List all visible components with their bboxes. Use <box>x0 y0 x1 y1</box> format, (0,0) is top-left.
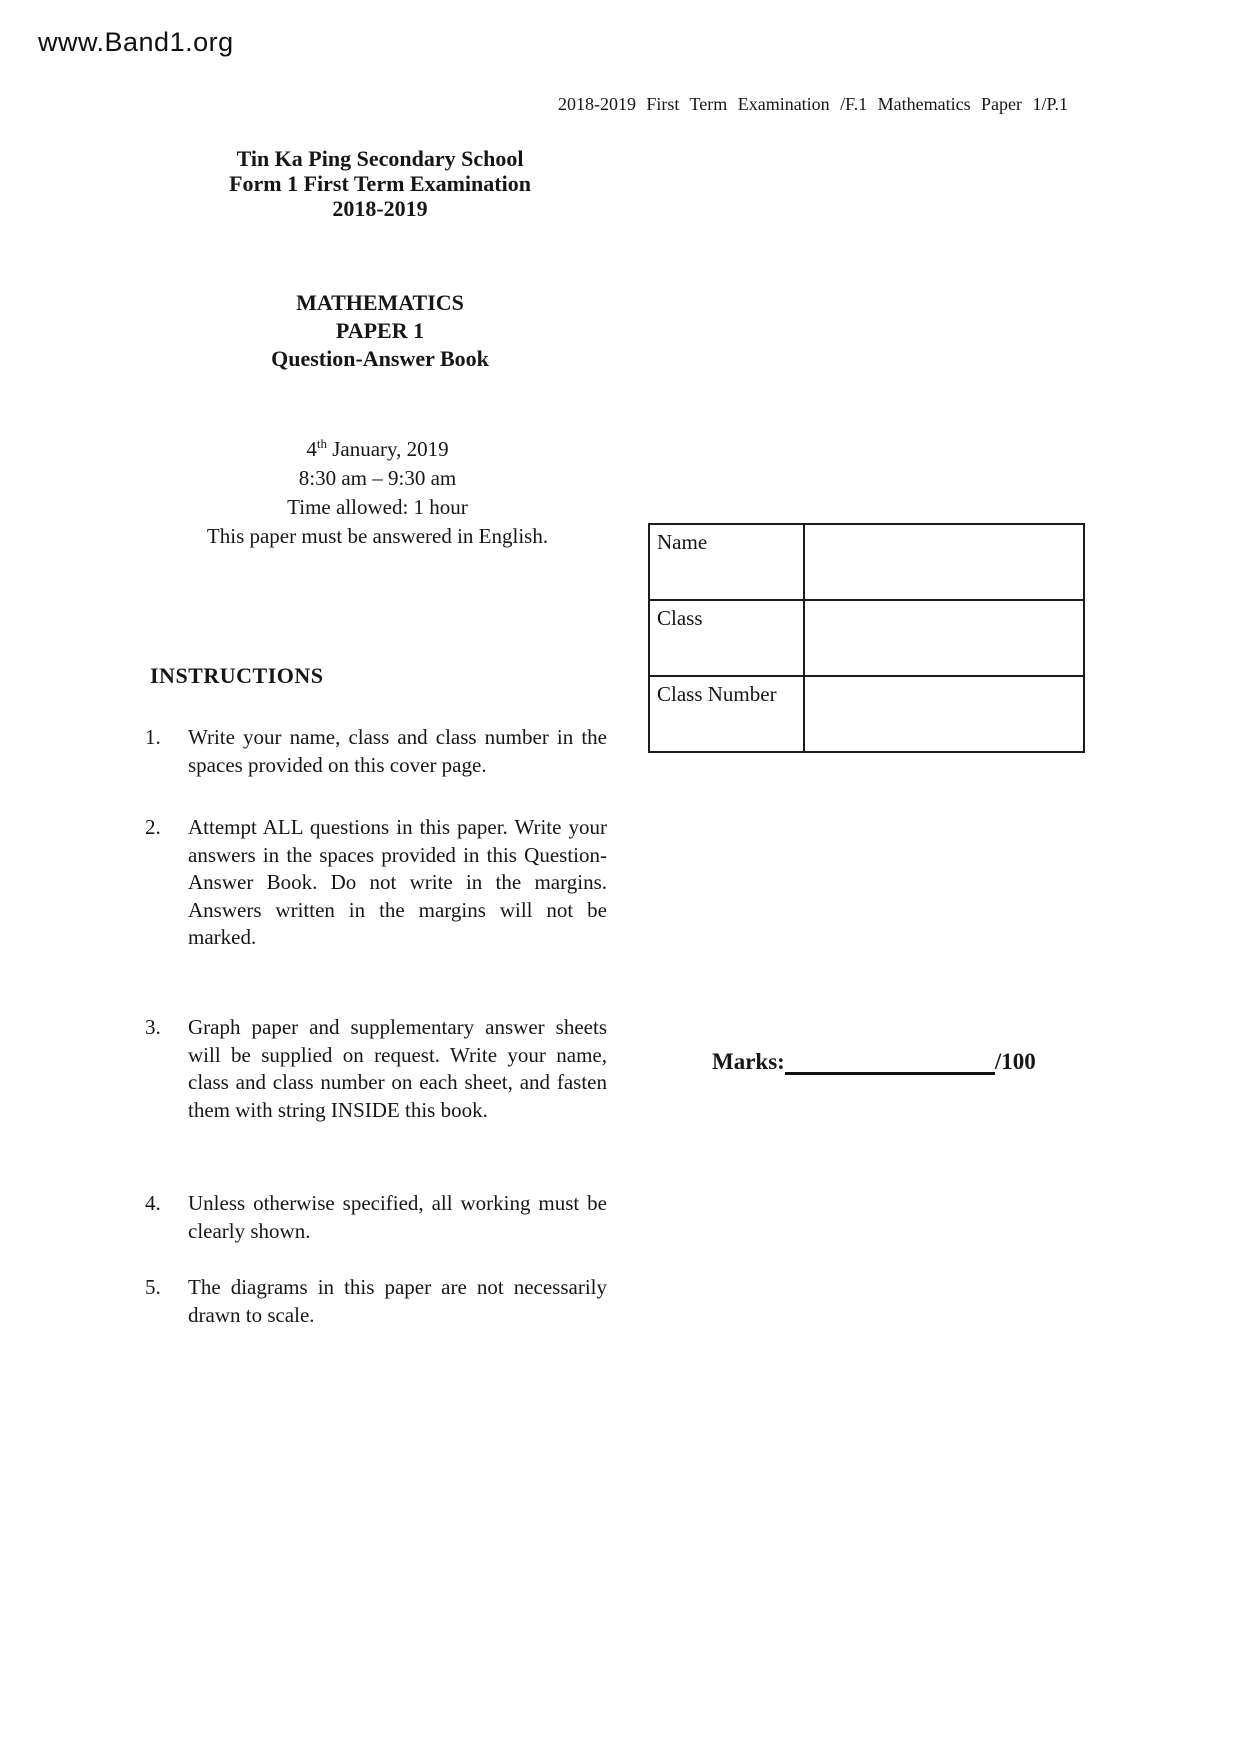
instruction-number: 1. <box>145 725 161 749</box>
class-number-field[interactable] <box>804 676 1084 752</box>
instruction-text: The diagrams in this paper are not necessarily drawn to scale. <box>188 1275 607 1327</box>
exam-name: Form 1 First Term Examination <box>229 171 531 196</box>
instruction-text: Graph paper and supplementary answer sheets will be supplied on request. Write your name, class and class number on each sheet, and fasten them with string INSIDE this book. <box>188 1015 607 1122</box>
class-label: Class <box>649 600 804 676</box>
language-note: This paper must be answered in English. <box>206 524 549 548</box>
exam-date: 4th January, 2019 <box>306 436 449 461</box>
time-allowed-note: Time allowed: 1 hour <box>287 495 468 519</box>
exam-title-block <box>130 146 630 221</box>
instruction-item-4 <box>145 1190 607 1245</box>
instruction-number: 2. <box>145 815 161 839</box>
class-number-label: Class Number <box>649 676 804 752</box>
name-field[interactable] <box>804 524 1084 600</box>
marks-blank-line[interactable] <box>785 1052 995 1075</box>
instruction-item-1 <box>145 724 607 779</box>
instruction-item-5 <box>145 1274 607 1329</box>
student-info-table <box>648 523 1085 753</box>
date-ordinal-suffix: th <box>316 436 327 451</box>
exam-year: 2018-2019 <box>332 196 428 221</box>
paper-number: PAPER 1 <box>335 318 425 343</box>
class-field[interactable] <box>804 600 1084 676</box>
table-row-name <box>649 524 1084 600</box>
marks-line <box>712 1049 1036 1075</box>
instruction-number: 3. <box>145 1015 161 1039</box>
school-name: Tin Ka Ping Secondary School <box>236 146 524 171</box>
table-row-class <box>649 600 1084 676</box>
instruction-item-3 <box>145 1014 607 1124</box>
instruction-text: Unless otherwise specified, all working must be clearly shown. <box>188 1191 607 1243</box>
marks-label: Marks: <box>712 1049 785 1074</box>
instruction-text: Write your name, class and class number in the spaces provided on this cover page. <box>188 725 607 777</box>
instruction-number: 4. <box>145 1191 161 1215</box>
exam-time-range: 8:30 am – 9:30 am <box>298 466 457 490</box>
subject-block <box>130 289 630 373</box>
exam-header-line: 2018-2019 First Term Examination /F.1 Mathematics Paper 1/P.1 <box>557 94 1068 114</box>
instructions-heading: INSTRUCTIONS <box>150 663 324 688</box>
instruction-text: Attempt ALL questions in this paper. Write your answers in the spaces provided in this Question-Answer Book. Do not write in the margins. Answers written in the margins will not be marked. <box>188 815 607 949</box>
subject-name: MATHEMATICS <box>296 290 464 315</box>
marks-total: /100 <box>994 1049 1036 1074</box>
book-type: Question-Answer Book <box>271 346 489 371</box>
table-row-class-number <box>649 676 1084 752</box>
instruction-number: 5. <box>145 1275 161 1299</box>
site-watermark: www.Band1.org <box>38 27 234 57</box>
name-label: Name <box>649 524 804 600</box>
instruction-item-2 <box>145 814 607 952</box>
exam-info-block <box>125 435 630 551</box>
